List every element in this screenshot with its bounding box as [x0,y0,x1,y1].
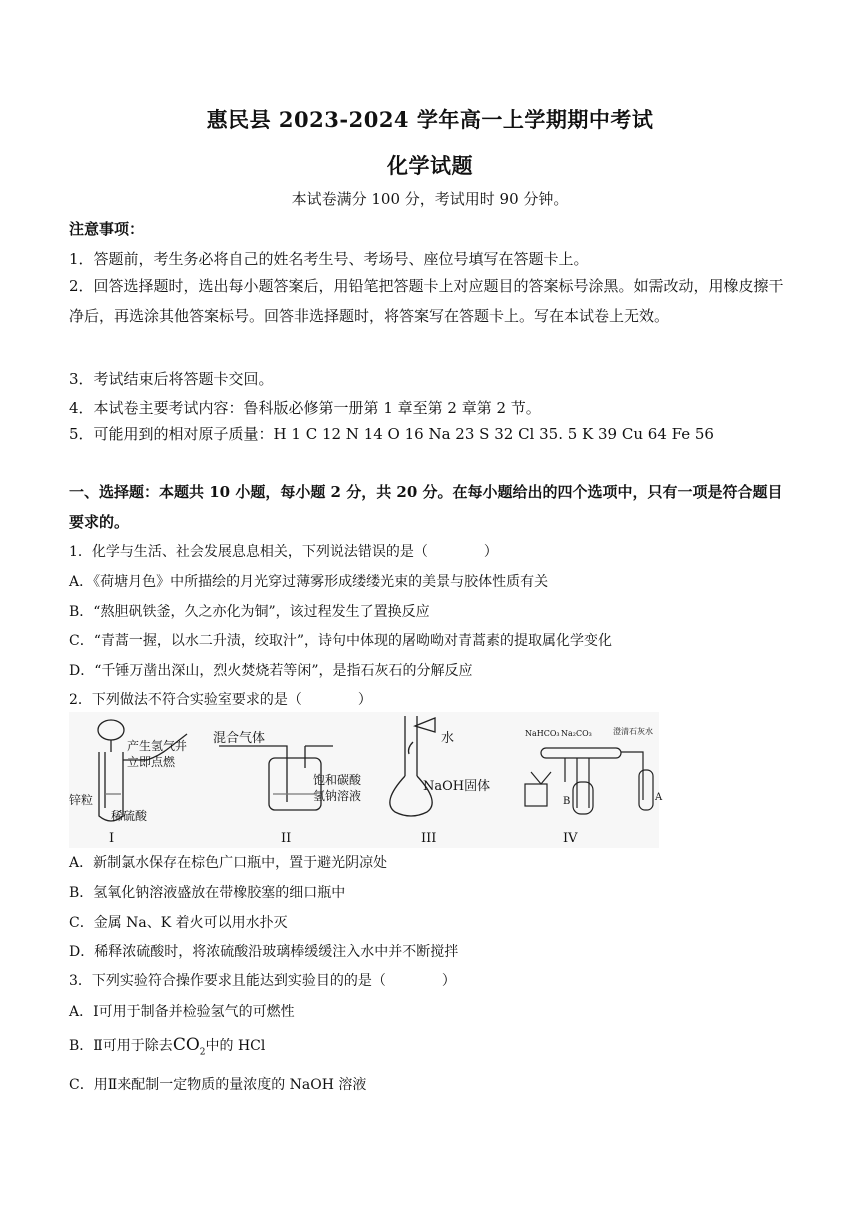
q3-stem: 3．下列实验符合操作要求且能达到实验目的的是（ ） [69,973,456,989]
label-water: 水 [441,731,455,746]
label-limewater: 澄清石灰水 [613,727,653,736]
exam-info: 本试卷满分 100 分，考试用时 90 分钟。 [291,190,569,208]
q2-option-d: D．稀释浓硫酸时，将浓硫酸沿玻璃棒缓缓注入水中并不断搅拌 [69,944,459,960]
label-bicarb-2: 氢钠溶液 [313,789,362,803]
q3-option-b-pre: B．Ⅱ可用于除去 [69,1038,173,1054]
label-num-4: IV [563,831,578,846]
q1-stem: 1．化学与生活、社会发展息息相关，下列说法错误的是（ ） [69,544,498,560]
q2-option-b: B．氢氧化钠溶液盛放在带橡胶塞的细口瓶中 [69,885,346,901]
label-mixed-gas: 混合气体 [213,731,266,746]
label-bicarb-1: 饱和碳酸 [313,773,362,787]
q2-stem: 2．下列做法不符合实验室要求的是（ ） [69,692,372,708]
label-num-2: II [281,831,292,846]
notice-item-5: 5．可能用到的相对原子质量：H 1 C 12 N 14 O 16 Na 23 S 32 Cl 35. 5 K 39 Cu 64 Fe 56 [69,425,714,443]
q3-option-b [69,1035,793,1057]
notice-item-4: 4．本试卷主要考试内容：鲁科版必修第一册第 1 章至第 2 章第 2 节。 [69,399,541,417]
chem-co: CO [172,1035,200,1055]
exam-subject: 化学试题 [387,153,473,178]
label-dilute-acid: 稀硫酸 [111,809,148,823]
label-nahco3: NaHCO₃ [525,729,560,738]
label-zinc: 锌粒 [69,793,94,807]
label-na2co3: Na₂CO₃ [561,729,592,738]
label-num-3: III [421,831,437,846]
section-heading: 一、选择题：本题共 10 小题，每小题 2 分，共 20 分。在每小题给出的四个选项中，只有一项是符合题目要求的。 [69,483,783,531]
q2-option-a: A．新制氯水保存在棕色广口瓶中，置于避光阴凉处 [69,855,388,871]
chem-subscript: 2 [199,1047,206,1058]
label-tube-a: A [655,792,663,803]
q1-option-b: B．“熬胆矾铁釜，久之亦化为铜”，该过程发生了置换反应 [69,604,430,620]
q3-option-a: A．Ⅰ可用于制备并检验氢气的可燃性 [69,1004,295,1020]
notice-item-3: 3．考试结束后将答题卡交回。 [69,370,274,388]
q3-option-c: C．用Ⅱ来配制一定物质的量浓度的 NaOH 溶液 [69,1077,367,1093]
q1-option-a: A．《荷塘月色》中所描绘的月光穿过薄雾形成缕缕光束的美景与胶体性质有关 [69,574,549,590]
label-num-1: I [109,831,115,846]
notice-heading: 注意事项： [69,220,145,238]
q1-option-d: D．“千锤万凿出深山，烈火焚烧若等闲”，是指石灰石的分解反应 [69,663,473,679]
apparatus-figure [69,712,663,848]
q3-option-b-post: 中的 HCl [205,1038,266,1054]
q2-option-c: C．金属 Na、K 着火可以用水扑灭 [69,915,288,931]
label-hydrogen-note-2: 立即点燃 [127,755,176,769]
chem-formula-co2 [172,1035,206,1058]
exam-title: 惠民县 2023-2024 学年高一上学期期中考试 [206,107,654,132]
notice-item-1: 1．答题前，考生务必将自己的姓名考生号、考场号、座位号填写在答题卡上。 [69,250,589,268]
notice-item-2: 2．回答选择题时，选出每小题答案后，用铅笔把答题卡上对应题目的答案标号涂黑。如需改动，用橡皮擦干净后，再选涂其他答案标号。回答非选择题时，将答案写在答题卡上。写在本试卷上无效。 [69,277,784,325]
label-hydrogen-note-1: 产生氢气并 [127,739,188,753]
label-tube-b: B [563,796,571,807]
apparatus-diagram [69,712,663,848]
q1-option-c: C．“青蒿一握，以水二升渍，绞取汁”，诗句中体现的屠呦呦对青蒿素的提取属化学变化 [69,633,613,649]
label-naoh-solid: NaOH固体 [423,779,491,794]
